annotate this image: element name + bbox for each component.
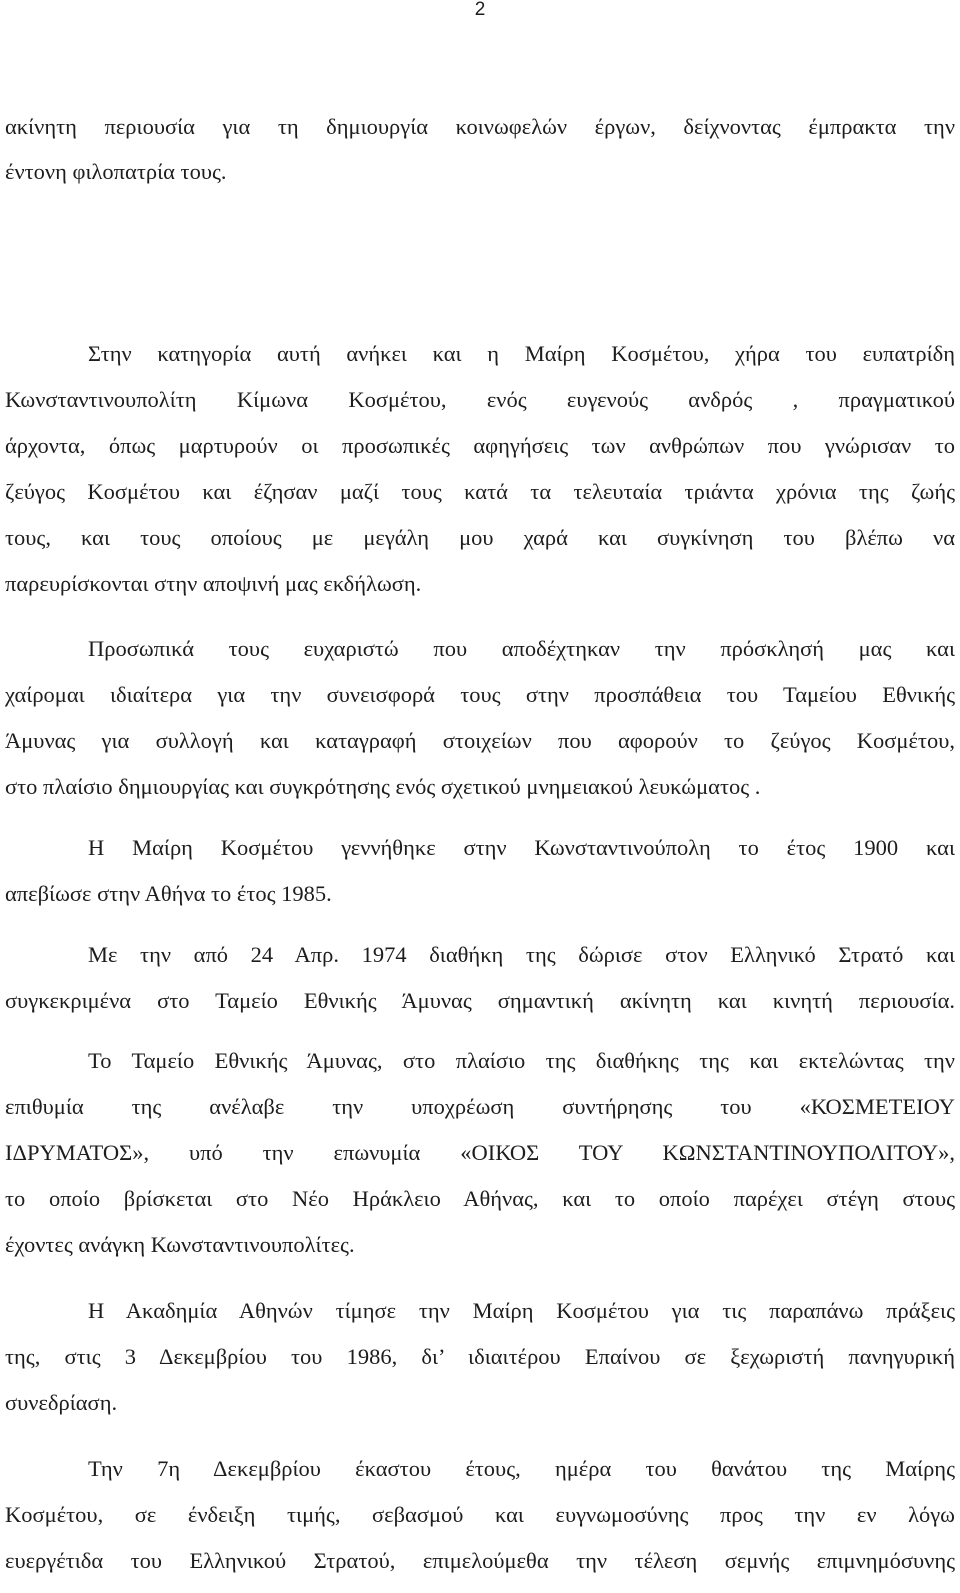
text-line: ευεργέτιδα του Ελληνικού Στρατού, επιμελούμεθα την τέλεση σεμνής επιμνημόσυνης xyxy=(5,1548,955,1573)
text-line: επιθυμία της ανέλαβε την υποχρέωση συντήρησης του «ΚΟΣΜΕΤΕΙΟΥ xyxy=(5,1094,955,1119)
text-line: Η Μαίρη Κοσμέτου γεννήθηκε στην Κωνσταντινούπολη το έτος 1900 και xyxy=(88,835,955,860)
text-line: άρχοντα, όπως μαρτυρούν οι προσωπικές αφηγήσεις των ανθρώπων που γνώρισαν το xyxy=(5,433,955,458)
text-line: στο πλαίσιο δημιουργίας και συγκρότησης ενός σχετικού μνημειακού λευκώματος . xyxy=(5,774,761,799)
text-line: Στην κατηγορία αυτή ανήκει και η Μαίρη Κοσμέτου, χήρα του ευπατρίδη xyxy=(88,341,955,366)
text-line: ΙΔΡΥΜΑΤΟΣ», υπό την επωνυμία «ΟΙΚΟΣ ΤΟΥ ΚΩΝΣΤΑΝΤΙΝΟΥΠΟΛΙΤΟΥ», xyxy=(5,1140,955,1165)
text-line: Κοσμέτου, σε ένδειξη τιμής, σεβασμού και ευγνωμοσύνης προς την εν λόγω xyxy=(5,1502,955,1527)
text-line: συνεδρίαση. xyxy=(5,1390,118,1415)
text-line: της, στις 3 Δεκεμβρίου του 1986, δι’ ιδιαιτέρου Επαίνου σε ξεχωριστή πανηγυρική xyxy=(5,1344,955,1369)
text-line: Το Ταμείο Εθνικής Άμυνας, στο πλαίσιο της διαθήκης της και εκτελώντας την xyxy=(88,1048,955,1073)
text-line: Άμυνας για συλλογή και καταγραφή στοιχείων που αφορούν το ζεύγος Κοσμέτου, xyxy=(5,728,955,753)
text-line: Κωνσταντινουπολίτη Κίμωνα Κοσμέτου, ενός ευγενούς ανδρός , πραγματικού xyxy=(5,387,955,412)
text-line: συγκεκριμένα στο Ταμείο Εθνικής Άμυνας σημαντική ακίνητη και κινητή περιουσία. xyxy=(5,988,955,1013)
text-line: Με την από 24 Απρ. 1974 διαθήκη της δώρισε στον Ελληνικό Στρατό και xyxy=(88,942,955,967)
page-number: 2 xyxy=(474,0,486,20)
text-line: Η Ακαδημία Αθηνών τίμησε την Μαίρη Κοσμέτου για τις παραπάνω πράξεις xyxy=(88,1298,955,1323)
text-line: Την 7η Δεκεμβρίου έκαστου έτους, ημέρα του θανάτου της Μαίρης xyxy=(88,1456,955,1481)
text-line: απεβίωσε στην Αθήνα το έτος 1985. xyxy=(5,881,332,906)
text-line: το οποίο βρίσκεται στο Νέο Ηράκλειο Αθήνας, και το οποίο παρέχει στέγη στους xyxy=(5,1186,955,1211)
text-line: έντονη φιλοπατρία τους. xyxy=(5,159,227,184)
text-line: ζεύγος Κοσμέτου και έζησαν μαζί τους κατά τα τελευταία τριάντα χρόνια της ζωής xyxy=(5,479,955,504)
text-line: Προσωπικά τους ευχαριστώ που αποδέχτηκαν την πρόσκλησή μας και xyxy=(88,636,955,661)
text-line: χαίρομαι ιδιαίτερα για την συνεισφορά τους στην προσπάθεια του Ταμείου Εθνικής xyxy=(5,682,955,707)
text-line: παρευρίσκονται στην αποψινή μας εκδήλωση. xyxy=(5,571,422,596)
text-line: ακίνητη περιουσία για τη δημιουργία κοινωφελών έργων, δείχνοντας έμπρακτα την xyxy=(5,114,955,139)
text-line: τους, και τους οποίους με μεγάλη μου χαρά και συγκίνηση του βλέπω να xyxy=(5,525,955,550)
text-line: έχοντες ανάγκη Κωνσταντινουπολίτες. xyxy=(5,1232,355,1257)
